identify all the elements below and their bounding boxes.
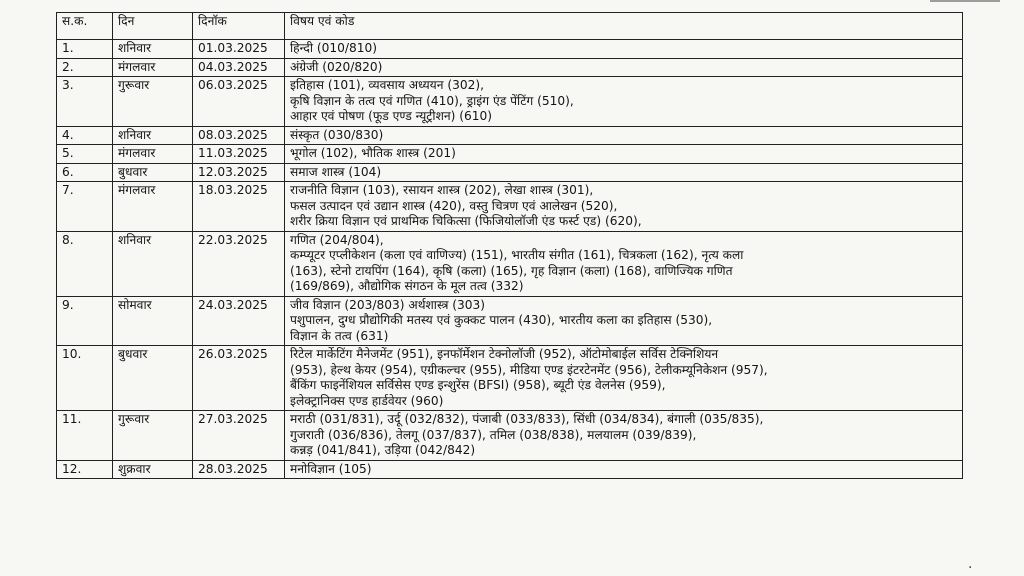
table-row [57,296,963,346]
row-serial: 8. [57,231,113,296]
subject-line: विज्ञान के तत्व (631) [290,328,389,343]
table-body [57,40,963,479]
table-header-row [57,13,963,40]
row-subjects [285,145,963,164]
row-date: 27.03.2025 [193,411,285,461]
row-day: शुक्रवार [113,460,193,479]
subject-line: कृषि विज्ञान के तत्व एवं गणित (410), ड्राइंग एंड पेंटिंग (510), [290,93,574,108]
row-day: शनिवार [113,231,193,296]
header-serial: स.क. [57,13,113,40]
table-row [57,411,963,461]
row-date: 12.03.2025 [193,163,285,182]
table-row [57,231,963,296]
row-date: 22.03.2025 [193,231,285,296]
row-subjects [285,126,963,145]
subject-line: भूगोल (102), भौतिक शास्त्र (201) [290,146,456,160]
row-day: मंगलवार [113,182,193,232]
subject-line: जीव विज्ञान (203/803) अर्थशास्त्र (303) [290,297,486,312]
table-row [57,460,963,479]
table-row [57,182,963,232]
subject-line: बैंकिंग फाइनेंशियल सर्विसेस एण्ड इन्शुरेंस (BFSI) (958), ब्यूटी एंड वेलनेस (959), [290,378,666,392]
row-day: मंगलवार [113,145,193,164]
subject-line: (169/869), औद्योगिक संगठन के मूल तत्व (332) [290,279,524,293]
subject-line: अंग्रेजी (020/820) [290,59,383,74]
subject-line: फसल उत्पादन एवं उद्यान शास्त्र (420), वस्तु चित्रण एवं आलेखन (520), [290,198,618,213]
subject-line: गुजराती (036/836), तेलगू (037/837), तमिल (038/838), मलयालम (039/839), [290,427,697,442]
subject-line: इतिहास (101), व्यवसाय अध्ययन (302), [290,78,485,92]
row-serial: 11. [57,411,113,461]
row-subjects [285,296,963,346]
row-subjects [285,460,963,479]
subject-line: राजनीति विज्ञान (103), रसायन शास्त्र (202), लेखा शास्त्र (301), [290,183,594,197]
row-date: 11.03.2025 [193,145,285,164]
subject-line: कम्प्यूटर एप्लीकेशन (कला एवं वाणिज्य) (151), भारतीय संगीत (161), चित्रकला (162), नृत्य कला [290,248,744,262]
row-day: मंगलवार [113,58,193,77]
row-serial: 4. [57,126,113,145]
row-subjects [285,58,963,77]
subject-line: इलेक्ट्रानिक्स एण्ड हार्डवेयर (960) [290,393,444,408]
row-date: 24.03.2025 [193,296,285,346]
subject-line: रिटेल मार्केटिंग मैनेजमेंट (951), इनफॉर्मेशन टेक्नोलॉजी (952), ऑटोमोबाईल सर्विस टेक्निशियन [290,347,719,361]
row-serial: 10. [57,346,113,411]
subject-line: (163), स्टेनो टायपिंग (164), कृषि (कला) (165), गृह विज्ञान (कला) (168), वाणिज्यिक गणित [290,263,733,278]
subject-line: पशुपालन, दुग्ध प्रौद्योगिकी मतस्य एवं कुक्कट पालन (430), भारतीय कला का इतिहास (530), [290,313,713,327]
row-subjects [285,346,963,411]
row-day: बुधवार [113,346,193,411]
table-row [57,163,963,182]
top-edge-mark [930,0,1000,6]
row-subjects [285,163,963,182]
row-day: बुधवार [113,163,193,182]
row-serial: 5. [57,145,113,164]
header-day: दिन [113,13,193,40]
header-subject: विषय एवं कोड [285,13,963,40]
subject-line: हिन्दी (010/810) [290,41,378,55]
row-subjects [285,182,963,232]
table-row [57,40,963,59]
subject-line: शरीर क्रिया विज्ञान एवं प्राथमिक चिकित्सा (फिजियोलॉजी एंड फर्स्ट एड) (620), [290,214,642,228]
row-date: 01.03.2025 [193,40,285,59]
subject-line: आहार एवं पोषण (फूड एण्ड न्यूट्रीशन) (610) [290,109,493,123]
table-row [57,346,963,411]
table-row [57,145,963,164]
table-row [57,58,963,77]
row-day: गुरूवार [113,77,193,127]
row-serial: 7. [57,182,113,232]
row-serial: 3. [57,77,113,127]
subject-line: संस्कृत (030/830) [290,127,384,142]
exam-schedule-page [56,12,962,479]
row-serial: 2. [57,58,113,77]
subject-line: कन्नड़ (041/841), उड़िया (042/842) [290,443,476,457]
row-day: गुरूवार [113,411,193,461]
row-subjects [285,40,963,59]
row-serial: 6. [57,163,113,182]
subject-line: मनोविज्ञान (105) [290,461,372,476]
header-date: दिनॉक [193,13,285,40]
row-day: सोमवार [113,296,193,346]
row-serial: 9. [57,296,113,346]
row-day: शनिवार [113,40,193,59]
subject-line: मराठी (031/831), उर्दू (032/832), पंजाबी (033/833), सिंधी (034/834), बंगाली (035/835), [290,412,764,426]
row-date: 06.03.2025 [193,77,285,127]
row-date: 26.03.2025 [193,346,285,411]
subject-line: समाज शास्त्र (104) [290,164,382,179]
table-row [57,77,963,127]
row-serial: 1. [57,40,113,59]
row-serial: 12. [57,460,113,479]
row-day: शनिवार [113,126,193,145]
row-date: 28.03.2025 [193,460,285,479]
corner-mark: · [968,560,973,576]
row-subjects [285,77,963,127]
exam-schedule-table [56,12,963,479]
row-date: 04.03.2025 [193,58,285,77]
subject-line: गणित (204/804), [290,232,384,247]
table-row [57,126,963,145]
subject-line: (953), हेल्थ केयर (954), एग्रीकल्चर (955), मीडिया एण्ड इंटरटेनमेंट (956), टेलीकम्यूनिकेशन (957), [290,362,768,377]
row-subjects [285,231,963,296]
row-date: 18.03.2025 [193,182,285,232]
row-date: 08.03.2025 [193,126,285,145]
row-subjects [285,411,963,461]
